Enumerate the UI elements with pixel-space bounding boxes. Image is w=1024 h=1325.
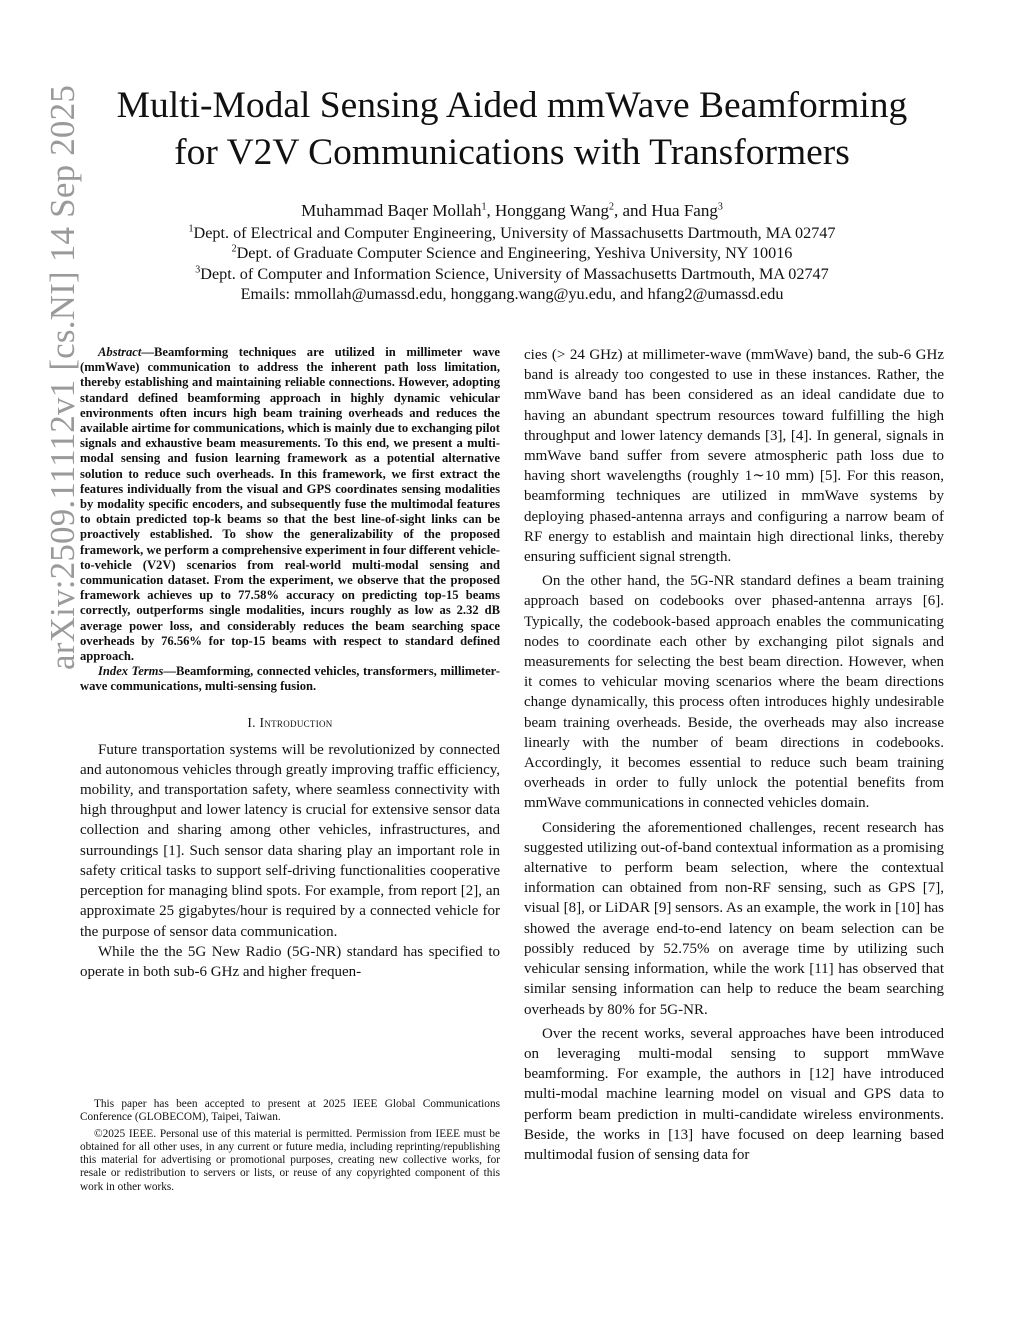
title-line-1: Multi-Modal Sensing Aided mmWave Beamforming	[116, 85, 908, 126]
footnote-acceptance: This paper has been accepted to present at 2025 IEEE Global Communications Conference (GLOBECOM), Taipei, Taiwan.	[80, 1098, 500, 1124]
intro-paragraph-2: While the the 5G New Radio (5G-NR) standard has specified to operate in both sub-6 GHz and higher frequen-	[80, 943, 500, 980]
index-terms-label: Index Terms	[98, 664, 164, 679]
arxiv-identifier: arXiv:2509.11112v1 [cs.NI] 14 Sep 2025	[43, 84, 82, 670]
author-names	[110, 201, 914, 222]
abstract-label: Abstract	[98, 345, 142, 359]
affiliation-2-mark: 2	[231, 243, 237, 255]
index-terms	[80, 664, 500, 694]
abstract	[80, 345, 500, 664]
emails: Emails: mmollah@umassd.edu, honggang.wang@yu.edu, and hfang2@umassd.edu	[240, 285, 784, 303]
right-paragraph-1: cies (> 24 GHz) at millimeter-wave (mmWave) band, the sub-6 GHz band is already too congested to use in these instances. Rather, the mmWave band has been considered as an ideal candidate due to having an abundant spectrum resources toward fulfilling the high throughput and lower latency demands [3], [4]. In general, signals in mmWave band suffer from severe atmospheric path loss due to having short wavelengths (roughly 1∼10 mm) [5]. For this reason, beamforming techniques are utilized in mmWave systems by deploying phased-antenna arrays and configuring a narrow beam of RF energy to establish and maintain high directional links, thereby ensuring sufficient signal strength.	[524, 347, 944, 566]
left-column	[80, 345, 500, 982]
intro-paragraph-1: Future transportation systems will be revolutionized by connected and autonomous vehicles through greatly improving traffic efficiency, mobility, and transportation safety, where seamless connectivity with high throughput and lower latency is crucial for extensive sensor data collection and sharing among other vehicles, infrastructures, and surroundings [1]. Such sensor data sharing play an important role in safety critical tasks to support self-driving functionalities cooperative perception for managing blind spots. For example, from report [2], an approximate 25 gigabytes/hour is required by a connected vehicle for the purpose of sensor data communication.	[80, 741, 501, 940]
right-column	[524, 345, 944, 1165]
author-2-affiliation-mark: 2	[608, 201, 614, 213]
right-paragraph-2: On the other hand, the 5G-NR standard defines a beam training approach based on codebooks over phased-antenna arrays [6]. Typically, the codebook-based approach enables the communicating nodes to coordinate each other by exchanging pilot signals and measurements for selecting the best beam direction. However, when it comes to vehicular moving scenarios where the beam directions change dynamically, this process often introduces highly undesirable beam training overheads. Beside, the overheads may also increase linearly with the number of beam directions in codebooks. Accordingly, it becomes essential to reduce such beam training overheads in order to fully unlock the potential benefits from mmWave communications in connected vehicles domain.	[524, 573, 944, 812]
affiliation-3-text: Dept. of Computer and Information Science, University of Massachusetts Dartmouth, MA 02747	[200, 264, 829, 283]
author-block	[110, 201, 914, 305]
affiliation-3-mark: 3	[195, 264, 201, 276]
affiliation-1-text: Dept. of Electrical and Computer Engineering, University of Massachusetts Dartmouth, MA 02747	[193, 223, 836, 242]
index-terms-text: —Beamforming, connected vehicles, transformers, millimeter-wave communications, multi-sensing fusion.	[80, 664, 500, 694]
title-line-2: for V2V Communications with Transformers	[174, 132, 850, 173]
author-3-affiliation-mark: 3	[717, 201, 723, 213]
author-separator: , and	[613, 201, 652, 220]
paper-title	[60, 82, 964, 176]
section-heading-introduction: I. Introduction	[247, 714, 333, 730]
author-separator: ,	[486, 201, 495, 220]
affiliation-2-text: Dept. of Graduate Computer Science and Engineering, Yeshiva University, NY 10016	[236, 244, 793, 262]
author-1-affiliation-mark: 1	[481, 201, 487, 213]
footnotes	[80, 1098, 500, 1197]
affiliation-3	[110, 264, 914, 285]
right-paragraph-4: Over the recent works, several approaches have been introduced on leveraging multi-modal sensing to support mmWave beamforming. For example, the authors in [12] have introduced multi-modal machine learning model on visual and GPS data to perform beam prediction in multi-candidate wireless environments. Beside, the works in [13] have focused on deep learning based multimodal fusion of sensing data for	[524, 1025, 944, 1163]
affiliation-1-mark: 1	[188, 223, 194, 235]
author-3: Hua Fang	[651, 201, 718, 220]
footnote-copyright: ©2025 IEEE. Personal use of this material is permitted. Permission from IEEE must be obtained for all other uses, in any current or future media, including reprinting/republishing this material for advertising or promotional purposes, creating new collective works, for resale or redistribution to servers or lists, or reuse of any copyrighted component of this work in other works.	[80, 1127, 500, 1193]
affiliation-1	[110, 223, 914, 244]
right-paragraph-3: Considering the aforementioned challenges, recent research has suggested utilizing out-of-band contextual information as a promising alternative to perform beam selection, where the contextual information can obtained from non-RF sensing, such as GPS [7], visual [8], or LiDAR [9] sensors. As an example, the work in [10] has showed the average end-to-end latency on beam selection can be possibly reduced by 52.75% on average time by utilizing such vehicular sensing information, while the work [11] has observed that similar sensing information can help to reduce the beam searching overheads by 80% for 5G-NR.	[524, 819, 944, 1018]
author-1: Muhammad Baqer Mollah	[301, 201, 482, 220]
affiliation-2	[110, 243, 914, 264]
author-2: Honggang Wang	[494, 201, 609, 220]
abstract-text: —Beamforming techniques are utilized in millimeter wave (mmWave) communication to address the inherent path loss limitation, thereby establishing and maintaining reliable connections. However, adopting standard defined beamforming approach in highly dynamic vehicular environments often incurs high beam training overheads and reduces the available airtime for communications, which is mainly due to exchanging pilot signals and exhaustive beam measurements. To this end, we present a multi-modal sensing and fusion learning framework as a potential alternative solution to reduce such overheads. In this framework, we first extract the features individually from the visual and GPS coordinates sensing modalities by modality specific encoders, and subsequently fuse the multimodal features to obtain predicted top-k beams so that the best line-of-sight links can be proactively established. To show the generalizability of the proposed framework, we perform a comprehensive experiment in four different vehicle-to-vehicle (V2V) scenarios from real-world multi-modal sensing and communication dataset. From the experiment, we observe that the proposed framework achieves up to 77.58% accuracy on predicting top-15 beams correctly, outperforms single modalities, incurs roughly as low as 2.32 dB average power loss, and considerably reduces the beam searching space overheads by 76.56% for top-15 beams with respect to standard defined approach.	[80, 345, 500, 664]
